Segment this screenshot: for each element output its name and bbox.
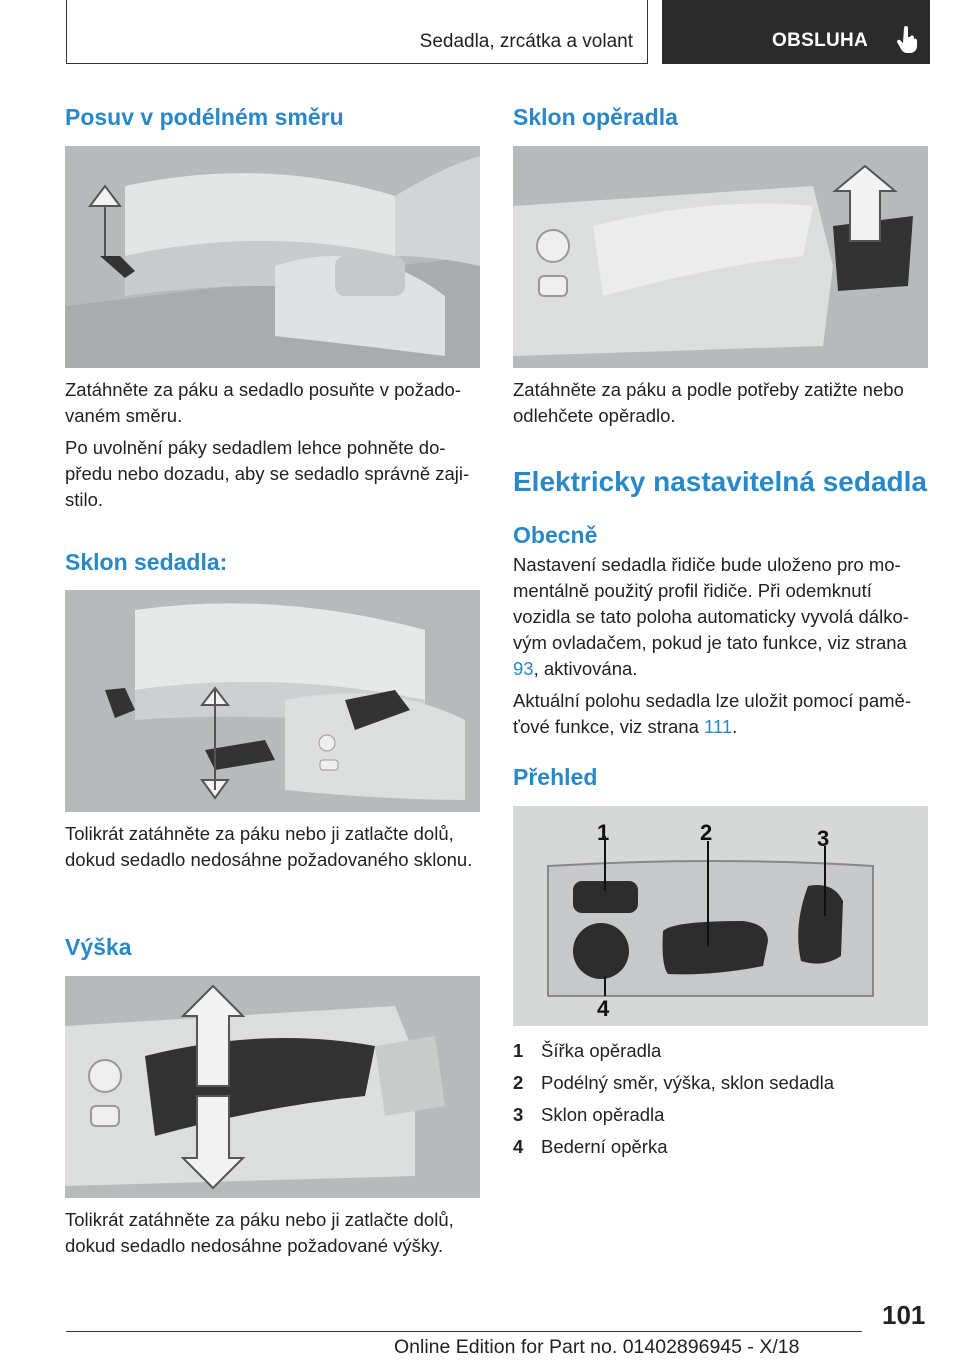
heading-sklon-operadla: Sklon opěradla xyxy=(513,104,678,130)
paragraph-7-text-a: Aktuální polohu sedadla lze uložit pomocí pamě-ťové funkce, viz strana xyxy=(513,690,911,737)
paragraph-2: Po uvolnění páky sedadlem lehce pohněte do-předu nebo dozadu, aby se sedadlo správně zaji-stilo. xyxy=(65,437,470,510)
heading-posuv: Posuv v podélném směru xyxy=(65,104,344,130)
paragraph-5: Zatáhněte za páku a podle potřeby zatižte nebo odlehčete opěradlo. xyxy=(513,379,904,426)
paragraph-6-text-b: , aktivována. xyxy=(533,658,638,679)
figure-seat-controls-overview xyxy=(513,806,928,1026)
legend-text: Šířka opěradla xyxy=(541,1040,662,1061)
running-header xyxy=(66,0,648,64)
paragraph-6-text-a: Nastavení sedadla řidiče bude uloženo pro mo-mentálně použitý profil řidiče. Při odemknutí vozidla se tato poloha automaticky vyvolá dálko-vým ovladačem, pokud je tato funkce, viz strana xyxy=(513,554,909,653)
page-number: 101 xyxy=(882,1300,926,1330)
paragraph-6 xyxy=(513,552,928,682)
chapter-label: OBSLUHA xyxy=(772,30,869,51)
footer-edition: Online Edition for Part no. 01402896945 - X/18 xyxy=(394,1336,800,1358)
footer-divider xyxy=(66,1331,862,1332)
figure-seat-height xyxy=(65,976,480,1198)
legend-number: 2 xyxy=(513,1072,524,1093)
paragraph-7 xyxy=(513,688,928,740)
link-page-93[interactable]: 93 xyxy=(513,658,534,679)
legend-number: 4 xyxy=(513,1136,524,1157)
paragraph-1: Zatáhněte za páku a sedadlo posuňte v požado-vaném směru. xyxy=(65,379,461,426)
callout-label-3: 3 xyxy=(817,826,830,851)
legend-text: Sklon opěradla xyxy=(541,1104,665,1125)
heading-prehled: Přehled xyxy=(513,764,598,790)
legend-number: 1 xyxy=(513,1040,524,1061)
callout-label-1: 1 xyxy=(597,820,610,845)
link-page-111[interactable]: 111 xyxy=(704,716,733,737)
figure-seat-tilt xyxy=(65,590,480,812)
callout-label-2: 2 xyxy=(700,820,713,845)
heading-vyska: Výška xyxy=(65,934,132,960)
paragraph-4: Tolikrát zatáhněte za páku nebo ji zatlačte dolů, dokud sedadlo nedosáhne požadované výšky. xyxy=(65,1209,454,1256)
hand-pointer-icon xyxy=(896,26,918,54)
legend-text: Bederní opěrka xyxy=(541,1136,668,1157)
paragraph-3: Tolikrát zatáhněte za páku nebo ji zatlačte dolů, dokud sedadlo nedosáhne požadovaného sklonu. xyxy=(65,823,473,870)
section-title: Sedadla, zrcátka a volant xyxy=(419,31,633,52)
legend-number: 3 xyxy=(513,1104,524,1125)
figure-backrest-tilt xyxy=(513,146,928,368)
figure-seat-longitudinal xyxy=(65,146,480,368)
heading-obecne: Obecně xyxy=(513,522,598,548)
heading-sklon-sedadla: Sklon sedadla: xyxy=(65,549,228,575)
callout-label-4: 4 xyxy=(597,996,610,1021)
legend-text: Podélný směr, výška, sklon sedadla xyxy=(541,1072,835,1093)
heading-elektricky: Elektricky nastavitelná sedadla xyxy=(513,466,927,497)
paragraph-7-text-b: . xyxy=(732,716,738,737)
chapter-tab xyxy=(662,0,930,64)
